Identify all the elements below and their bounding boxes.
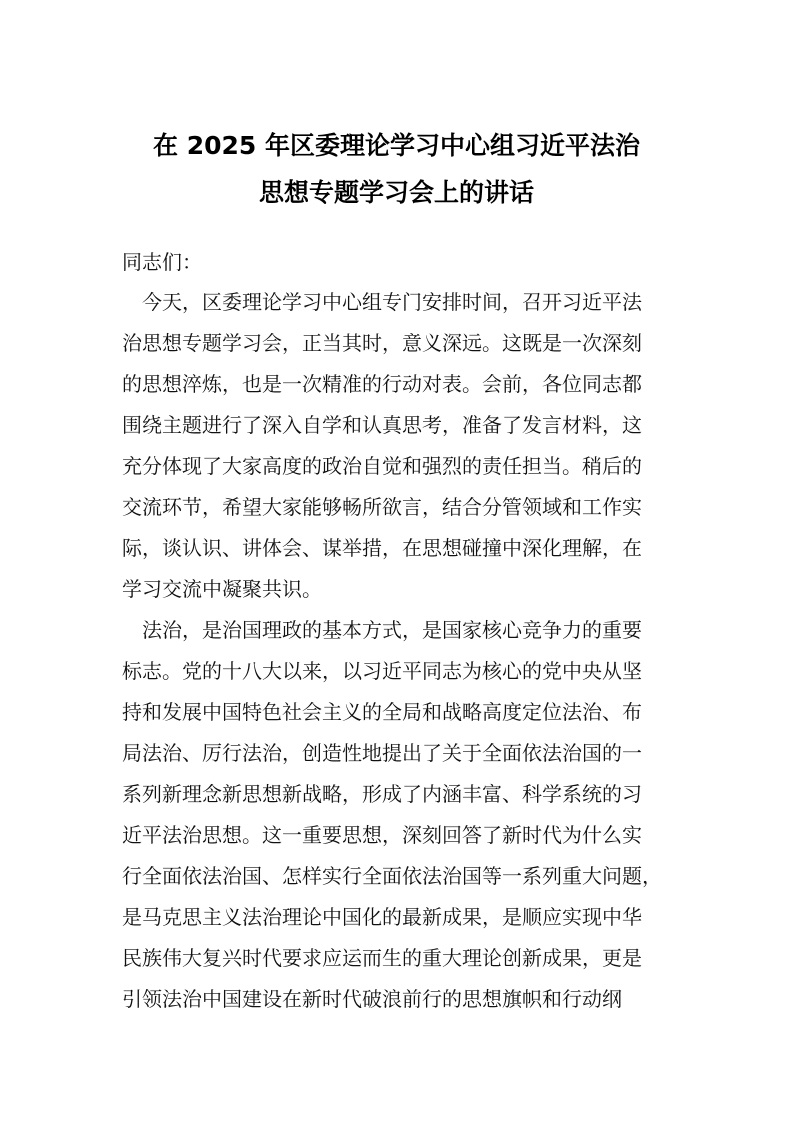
salutation: 同志们： <box>122 250 202 274</box>
body-line: 系列新理念新思想新战略，形成了内涵丰富、科学系统的习 <box>122 782 642 806</box>
title-line-2: 思想专题学习会上的讲话 <box>258 178 534 207</box>
body-line: 局法治、厉行法治，创造性地提出了关于全面依法治国的一 <box>122 741 642 765</box>
body-line: 标志。党的十八大以来，以习近平同志为核心的党中央从坚 <box>122 659 642 683</box>
body-line: 行全面依法治国、怎样实行全面依法治国等一系列重大问题， <box>122 864 662 888</box>
body-line: 充分体现了大家高度的政治自觉和强烈的责任担当。稍后的 <box>122 454 642 478</box>
body-line: 引领法治中国建设在新时代破浪前行的思想旗帜和行动纲 <box>122 987 622 1011</box>
body-line: 是马克思主义法治理论中国化的最新成果，是顺应实现中华 <box>122 905 642 929</box>
body-line: 的思想淬炼，也是一次精准的行动对表。会前，各位同志都 <box>122 372 642 396</box>
body-line: 民族伟大复兴时代要求应运而生的重大理论创新成果，更是 <box>122 946 642 970</box>
body-line: 治思想专题学习会，正当其时，意义深远。这既是一次深刻 <box>122 331 642 355</box>
body-line: 围绕主题进行了深入自学和认真思考，准备了发言材料，这 <box>122 413 642 437</box>
body-line: 今天，区委理论学习中心组专门安排时间，召开习近平法 <box>142 290 642 314</box>
body-line: 交流环节，希望大家能够畅所欲言，结合分管领域和工作实 <box>122 495 642 519</box>
body-line: 持和发展中国特色社会主义的全局和战略高度定位法治、布 <box>122 700 642 724</box>
body-line: 法治，是治国理政的基本方式，是国家核心竞争力的重要 <box>142 618 642 642</box>
body-line: 近平法治思想。这一重要思想，深刻回答了新时代为什么实 <box>122 823 642 847</box>
body-line: 际，谈认识、讲体会、谋举措，在思想碰撞中深化理解，在 <box>122 536 642 560</box>
title-line-1: 在 2025 年区委理论学习中心组习近平法治 <box>153 131 640 160</box>
body-line: 学习交流中凝聚共识。 <box>122 577 322 601</box>
